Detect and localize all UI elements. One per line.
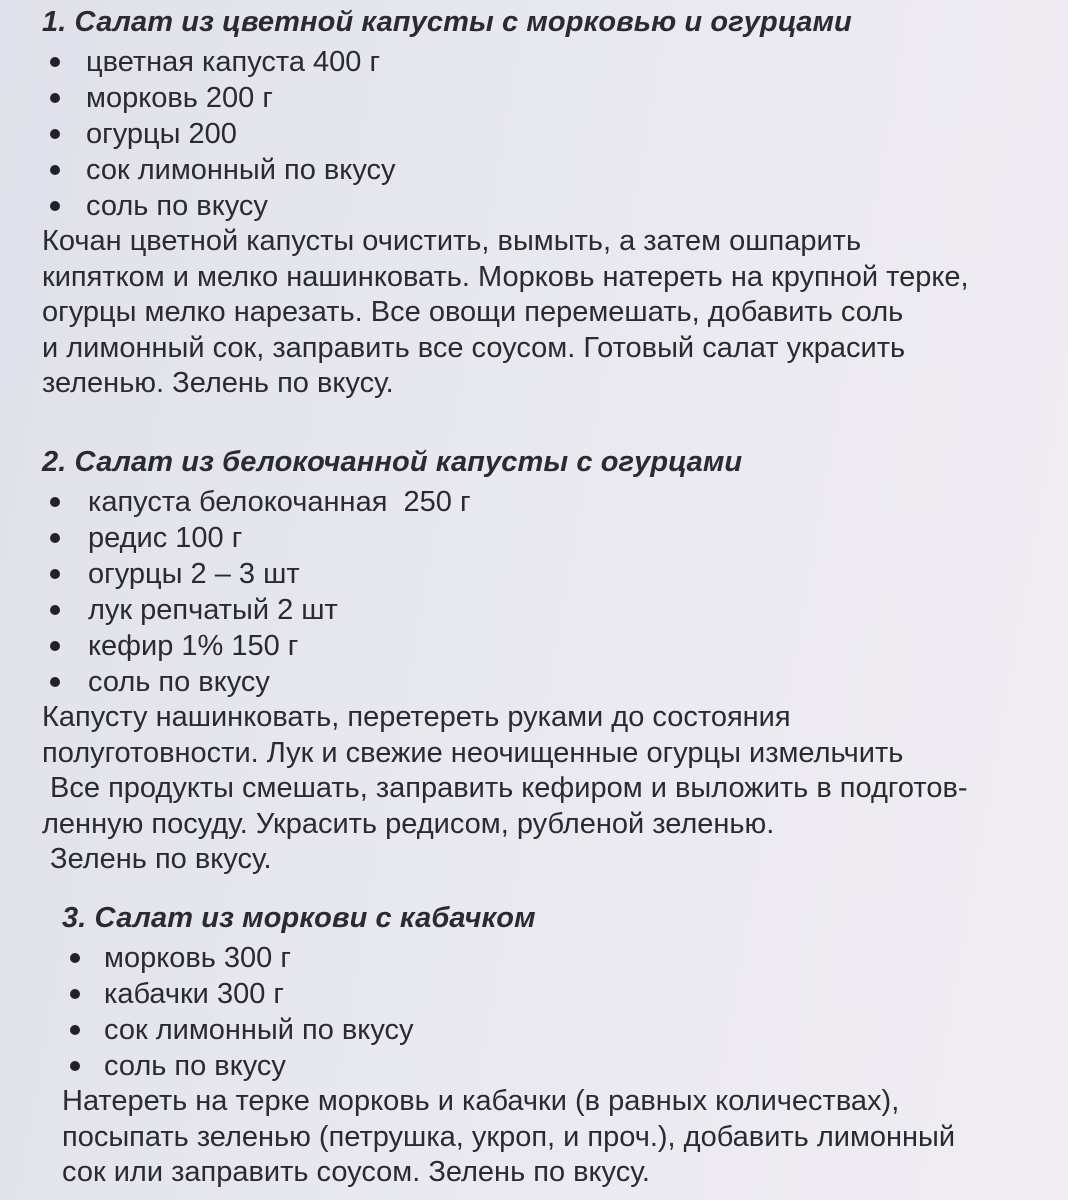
instruction-line: Кочан цветной капусты очистить, вымыть, а затем ошпарить <box>42 225 862 257</box>
ingredient-list <box>62 940 955 1084</box>
instruction-line: Все продукты смешать, заправить кефиром и выложить в подготов- <box>42 772 968 804</box>
ingredient-text: кефир 1% 150 г <box>88 629 299 662</box>
recipe-title: 2. Салат из белокочанной капусты с огурцами <box>42 446 743 478</box>
ingredient-item <box>42 592 968 628</box>
ingredient-item <box>42 628 968 664</box>
ingredient-text: морковь 300 г <box>104 941 291 974</box>
recipe-title: 1. Салат из цветной капусты с морковью и огурцами <box>42 6 852 38</box>
bullet-icon <box>50 569 60 579</box>
ingredient-text: морковь 200 г <box>86 81 273 114</box>
ingredient-text: огурцы 2 – 3 шт <box>88 557 300 590</box>
ingredient-item <box>62 1012 955 1048</box>
ingredient-text: лук репчатый 2 шт <box>88 593 338 626</box>
ingredient-item <box>62 976 955 1012</box>
recipe-instructions <box>42 700 968 878</box>
ingredient-list <box>42 44 969 224</box>
recipe-cabbage-cucumber-salad <box>42 440 968 878</box>
bullet-icon <box>70 989 80 999</box>
recipe-cauliflower-salad <box>42 0 969 402</box>
ingredient-item <box>62 940 955 976</box>
ingredient-item <box>62 1048 955 1084</box>
ingredient-item <box>42 188 969 224</box>
ingredient-item <box>42 152 969 188</box>
instruction-line: кипятком и мелко нашинковать. Морковь натереть на крупной терке, <box>42 260 969 293</box>
bullet-icon <box>50 641 60 651</box>
instruction-line: Зелень по вкусу. <box>42 843 272 875</box>
instruction-line: зеленью. Зелень по вкусу. <box>42 367 394 399</box>
bullet-icon <box>50 677 60 687</box>
ingredient-text: редис 100 г <box>88 521 243 554</box>
bullet-icon <box>70 1025 80 1035</box>
ingredient-text: соль по вкусу <box>88 665 270 698</box>
instruction-line: огурцы мелко нарезать. Все овощи перемешать, добавить соль <box>42 296 904 328</box>
ingredient-text: соль по вкусу <box>104 1049 286 1082</box>
instruction-line: Натереть на терке морковь и кабачки (в равных количествах), <box>62 1085 900 1117</box>
ingredient-item <box>42 44 969 80</box>
ingredient-item <box>42 484 968 520</box>
ingredient-text: огурцы 200 <box>86 117 237 150</box>
ingredient-text: сок лимонный по вкусу <box>104 1013 414 1046</box>
instruction-line: Капусту нашинковать, перетереть руками до состояния <box>42 701 791 733</box>
bullet-icon <box>70 953 80 963</box>
recipe-instructions <box>62 1084 955 1191</box>
ingredient-text: кабачки 300 г <box>104 977 284 1010</box>
bullet-icon <box>50 605 60 615</box>
ingredient-item <box>42 556 968 592</box>
ingredient-text: капуста белокочанная 250 г <box>88 485 471 518</box>
instruction-line: посыпать зеленью (петрушка, укроп, и проч.), добавить лимонный <box>62 1120 956 1153</box>
ingredient-text: соль по вкусу <box>86 189 268 222</box>
bullet-icon <box>50 129 60 139</box>
ingredient-text: сок лимонный по вкусу <box>86 153 396 186</box>
ingredient-item <box>42 80 969 116</box>
instruction-line: ленную посуду. Украсить редисом, рубленой зеленью. <box>42 807 775 840</box>
ingredient-item <box>42 116 969 152</box>
instruction-line: и лимонный сок, заправить все соусом. Готовый салат украсить <box>42 331 906 364</box>
instruction-line: полуготовности. Лук и свежие неочищенные огурцы измельчить <box>42 736 904 769</box>
instruction-line: сок или заправить соусом. Зелень по вкусу. <box>62 1156 650 1188</box>
ingredient-text: цветная капуста 400 г <box>86 45 381 78</box>
bullet-icon <box>70 1061 80 1071</box>
ingredient-list <box>42 484 968 700</box>
bullet-icon <box>50 533 60 543</box>
recipe-instructions <box>42 224 969 402</box>
bullet-icon <box>50 165 60 175</box>
recipe-title: 3. Салат из моркови с кабачком <box>62 902 536 934</box>
bullet-icon <box>50 497 60 507</box>
ingredient-item <box>42 664 968 700</box>
bullet-icon <box>50 93 60 103</box>
ingredient-item <box>42 520 968 556</box>
bullet-icon <box>50 201 60 211</box>
bullet-icon <box>50 57 60 67</box>
recipe-carrot-zucchini-salad <box>62 896 955 1191</box>
